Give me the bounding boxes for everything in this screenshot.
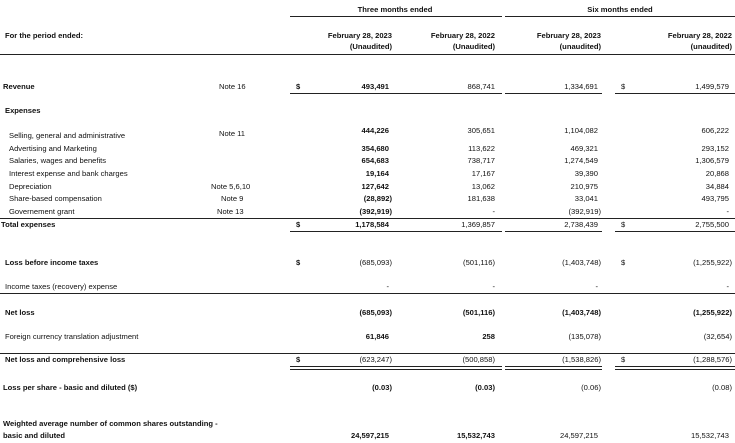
col2-date: February 28, 2022 xyxy=(430,31,495,40)
revenue-col3: 1,334,691 xyxy=(564,82,598,91)
comprehensive-double-underline-col4 xyxy=(615,366,735,370)
comprehensive-double-underline-3m xyxy=(290,366,502,370)
total-expenses-label: Total expenses xyxy=(1,220,56,229)
three-months-header: Three months ended xyxy=(357,5,433,14)
header-divider xyxy=(0,54,735,55)
comprehensive-loss-col4: (1,288,576) xyxy=(693,355,732,364)
total-expenses-col4: 2,755,500 xyxy=(695,220,729,229)
expenses-heading: Expenses xyxy=(5,106,41,115)
expense-col1: (28,892) xyxy=(363,194,392,203)
weighted-shares-label-line1: Weighted average number of common shares outstanding - xyxy=(3,419,218,428)
expense-label: Advertising and Marketing xyxy=(9,144,97,153)
expense-col1: 127,642 xyxy=(361,182,389,191)
col4-date: February 28, 2022 xyxy=(667,31,732,40)
fx-adjustment-col1: 61,846 xyxy=(365,332,389,341)
expense-col3: 1,274,549 xyxy=(564,156,598,165)
weighted-shares-col3: 24,597,215 xyxy=(559,431,598,440)
income-tax-col4: - xyxy=(726,282,729,291)
six-months-underline xyxy=(505,16,735,17)
income-tax-label: Income taxes (recovery) expense xyxy=(5,282,118,291)
net-loss-label: Net loss xyxy=(5,308,35,317)
total-underline-col3 xyxy=(505,231,602,232)
net-loss-col3: (1,403,748) xyxy=(562,308,601,317)
expense-col4: 293,152 xyxy=(701,144,729,153)
weighted-shares-col4: 15,532,743 xyxy=(690,431,729,440)
comprehensive-loss-label: Net loss and comprehensive loss xyxy=(5,355,126,364)
fx-adjustment-col3: (135,078) xyxy=(568,332,601,341)
comprehensive-loss-col2: (500,858) xyxy=(462,355,495,364)
col1-status: (Unaudited) xyxy=(349,42,392,51)
weighted-shares-col1: 24,597,215 xyxy=(350,431,389,440)
fx-divider xyxy=(0,353,735,354)
expense-note: Note 13 xyxy=(217,207,244,216)
total-expenses-col1: 1,178,584 xyxy=(355,220,389,229)
expense-label: Share-based compensation xyxy=(9,194,102,203)
fx-adjustment-col4: (32,654) xyxy=(703,332,732,341)
expense-col4: - xyxy=(726,207,729,216)
income-tax-col2: - xyxy=(492,282,495,291)
loss-before-tax-label: Loss before income taxes xyxy=(5,258,99,267)
three-months-underline xyxy=(290,16,502,17)
expense-col3: 469,321 xyxy=(570,144,598,153)
total-expenses-col3: 2,738,439 xyxy=(564,220,598,229)
expense-col2: 305,651 xyxy=(467,126,495,135)
weighted-shares-label-line2: basic and diluted xyxy=(3,431,66,440)
expense-col3: 33,041 xyxy=(574,194,598,203)
income-tax-col1: - xyxy=(386,282,389,291)
expense-col1: 19,164 xyxy=(365,169,389,178)
net-loss-col4: (1,255,922) xyxy=(693,308,732,317)
revenue-col4: 1,499,579 xyxy=(695,82,729,91)
revenue-currency-col1: $ xyxy=(296,82,301,91)
period-label: For the period ended: xyxy=(5,31,84,40)
loss-before-tax-currency-col1: $ xyxy=(296,258,301,267)
loss-before-tax-col1: (685,093) xyxy=(359,258,392,267)
loss-per-share-col1: (0.03) xyxy=(372,383,392,392)
expense-label: Interest expense and bank charges xyxy=(9,169,128,178)
expense-label: Depreciation xyxy=(9,182,52,191)
revenue-underline-col4 xyxy=(615,93,735,94)
income-tax-col3: - xyxy=(595,282,598,291)
total-expenses-currency-col4: $ xyxy=(621,220,626,229)
expense-col4: 20,868 xyxy=(705,169,729,178)
total-expenses-currency-col1: $ xyxy=(296,220,301,229)
revenue-underline-col3 xyxy=(505,93,602,94)
expense-col2: 738,717 xyxy=(467,156,495,165)
net-loss-col1: (685,093) xyxy=(359,308,392,317)
expense-col2: 181,638 xyxy=(467,194,495,203)
total-underline-col4 xyxy=(615,231,735,232)
comprehensive-loss-col3: (1,538,826) xyxy=(562,355,601,364)
revenue-col2: 868,741 xyxy=(467,82,495,91)
col3-status: (unaudited) xyxy=(559,42,601,51)
revenue-note: Note 16 xyxy=(219,82,246,91)
comprehensive-double-underline-col3 xyxy=(505,366,602,370)
expense-col2: 13,062 xyxy=(471,182,495,191)
expense-col3: 39,390 xyxy=(574,169,598,178)
expense-col2: - xyxy=(492,207,495,216)
col4-status: (unaudited) xyxy=(690,42,732,51)
comprehensive-loss-currency-col1: $ xyxy=(296,355,301,364)
comprehensive-loss-currency-col4: $ xyxy=(621,355,626,364)
loss-before-tax-col2: (501,116) xyxy=(463,258,495,267)
expense-col4: 493,795 xyxy=(701,194,729,203)
expense-col2: 17,167 xyxy=(471,169,495,178)
total-expenses-col2: 1,369,857 xyxy=(461,220,495,229)
revenue-label: Revenue xyxy=(3,82,35,91)
loss-per-share-col3: (0.06) xyxy=(581,383,601,392)
expense-col4: 1,306,579 xyxy=(695,156,729,165)
six-months-header: Six months ended xyxy=(587,5,653,14)
expense-col1: 444,226 xyxy=(361,126,389,135)
expense-col1: 354,680 xyxy=(361,144,389,153)
revenue-currency-col4: $ xyxy=(621,82,626,91)
fx-adjustment-label: Foreign currency translation adjustment xyxy=(5,332,139,341)
col3-date: February 28, 2023 xyxy=(536,31,601,40)
col1-date: February 28, 2023 xyxy=(327,31,392,40)
expense-col1: (392,919) xyxy=(359,207,392,216)
expense-label: Selling, general and administrative xyxy=(9,131,126,140)
expense-col3: 210,975 xyxy=(570,182,598,191)
loss-per-share-label: Loss per share - basic and diluted ($) xyxy=(3,383,138,392)
expense-col4: 606,222 xyxy=(701,126,729,135)
expense-label: Salaries, wages and benefits xyxy=(9,156,107,165)
loss-per-share-col2: (0.03) xyxy=(475,383,495,392)
expense-col3: (392,919) xyxy=(568,207,601,216)
revenue-col1: 493,491 xyxy=(361,82,389,91)
loss-per-share-col4: (0.08) xyxy=(712,383,732,392)
total-underline-3m xyxy=(290,231,502,232)
expense-label: Governement grant xyxy=(9,207,75,216)
expense-col1: 654,683 xyxy=(361,156,389,165)
expense-col3: 1,104,082 xyxy=(564,126,598,135)
expense-note: Note 5,6,10 xyxy=(211,182,251,191)
loss-before-tax-col4: (1,255,922) xyxy=(693,258,732,267)
expense-col2: 113,622 xyxy=(468,144,495,153)
loss-before-tax-col3: (1,403,748) xyxy=(562,258,601,267)
expense-col4: 34,884 xyxy=(705,182,729,191)
expense-note: Note 11 xyxy=(219,129,246,138)
expense-note: Note 9 xyxy=(221,194,244,203)
net-loss-col2: (501,116) xyxy=(462,308,495,317)
fx-adjustment-col2: 258 xyxy=(482,332,495,341)
expenses-divider xyxy=(0,218,735,219)
comprehensive-loss-col1: (623,247) xyxy=(359,355,392,364)
col2-status: (Unaudited) xyxy=(452,42,495,51)
weighted-shares-col2: 15,532,743 xyxy=(456,431,495,440)
revenue-underline-3m xyxy=(290,93,502,94)
income-tax-divider xyxy=(0,293,735,294)
loss-before-tax-currency-col4: $ xyxy=(621,258,626,267)
